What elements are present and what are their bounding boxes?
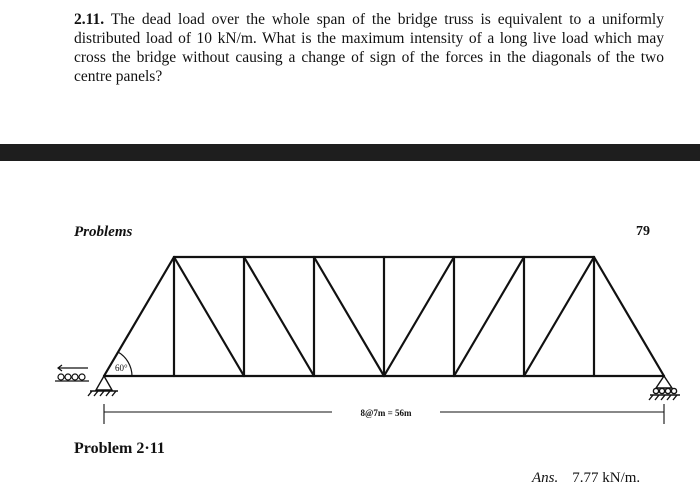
- truss-diagonal-member: [384, 257, 454, 376]
- truss-diagonal-member: [454, 257, 524, 376]
- roller-support-icon: [55, 365, 89, 381]
- truss-diagonal-member: [244, 257, 314, 376]
- page-header-section: Problems: [74, 224, 133, 240]
- answer-label: Ans.: [532, 470, 559, 486]
- answer-value: 7.77 kN/m.: [572, 470, 641, 486]
- right-roller-support: [649, 376, 680, 400]
- span-label: 8@7m = 56m: [360, 408, 412, 418]
- truss-left-end-post: [104, 257, 174, 376]
- figure-caption: Problem 2·11: [74, 440, 165, 457]
- answer: [532, 470, 640, 487]
- truss-diagonal-member: [524, 257, 594, 376]
- angle-label: 60°: [115, 363, 128, 373]
- truss-figure: [0, 240, 700, 440]
- problem-number: 2.11.: [74, 11, 105, 28]
- page-number: 79: [636, 224, 650, 239]
- problem-text: The dead load over the whole span of the bridge truss is equivalent to a uniformly distributed load of 10 kN/m. What is the maximum intensity of a long live load which may cross the bridge without causing a change of sign of the forces in the diagonals of the two centre panels?: [74, 11, 664, 85]
- truss-diagonal-member: [314, 257, 384, 376]
- page-divider-bar: [0, 144, 700, 161]
- truss-diagonal-member: [174, 257, 244, 376]
- problem-statement: [74, 10, 664, 86]
- truss-right-end-post: [594, 257, 664, 376]
- left-pin-support: [88, 376, 118, 396]
